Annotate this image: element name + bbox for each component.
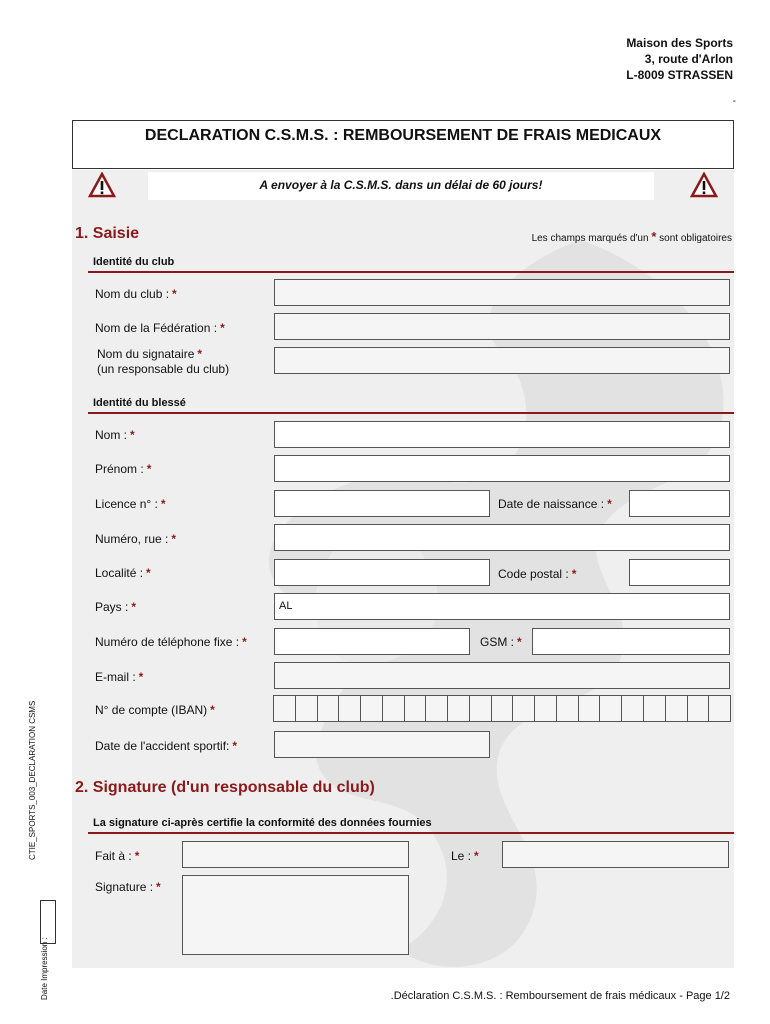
localite-field[interactable]: [274, 559, 490, 586]
iban-label: N° de compte (IBAN) *: [95, 703, 215, 717]
section-2-heading: 2. Signature (d'un responsable du club): [75, 779, 375, 796]
email-field[interactable]: [274, 662, 730, 689]
warning-icon-left: [88, 172, 116, 198]
iban-cell[interactable]: [644, 695, 666, 722]
signataire-field[interactable]: [274, 347, 730, 374]
signature-label: Signature : *: [95, 880, 161, 894]
address-block: [626, 35, 733, 83]
iban-cell[interactable]: [470, 695, 492, 722]
page-footer: .Déclaration C.S.M.S. : Remboursement de frais médicaux - Page 1/2: [390, 990, 730, 1002]
postal-label: Code postal : *: [498, 567, 577, 581]
address-line-2: 3, route d'Arlon: [644, 52, 733, 66]
required-note-before: Les champs marqués d'un: [531, 233, 649, 244]
iban-cell[interactable]: [622, 695, 644, 722]
iban-cell[interactable]: [383, 695, 405, 722]
accident-label: Date de l'accident sportif: *: [95, 739, 238, 753]
club-rule: [88, 271, 734, 273]
iban-cell[interactable]: [709, 695, 731, 722]
iban-cell[interactable]: [448, 695, 470, 722]
blesse-rule: [88, 412, 734, 414]
licence-field[interactable]: [274, 490, 490, 517]
warning-text: A envoyer à la C.S.M.S. dans un délai de 60 jours!: [259, 178, 543, 192]
title-box: [72, 120, 734, 169]
iban-cell[interactable]: [557, 695, 579, 722]
page-marker: -: [732, 96, 736, 107]
gsm-field[interactable]: [532, 628, 730, 655]
iban-cell[interactable]: [579, 695, 601, 722]
federation-label: Nom de la Fédération : *: [95, 321, 225, 335]
pays-label: Pays : *: [95, 600, 137, 614]
signataire-label: Nom du signataire * (un responsable du club): [97, 347, 230, 376]
fait-label: Fait à : *: [95, 849, 140, 863]
iban-cell[interactable]: [273, 695, 296, 722]
club-subhead: Identité du club: [93, 256, 175, 268]
rue-label: Numéro, rue : *: [95, 532, 177, 546]
pays-field[interactable]: [274, 593, 730, 620]
prenom-field[interactable]: [274, 455, 730, 482]
date-impression-label: Date Impression :: [40, 937, 49, 1000]
iban-cell[interactable]: [296, 695, 318, 722]
iban-cell[interactable]: [426, 695, 448, 722]
iban-cell[interactable]: [405, 695, 427, 722]
pays-value: AL: [279, 600, 293, 612]
iban-field[interactable]: [273, 695, 731, 722]
gsm-label: GSM : *: [480, 635, 522, 649]
required-star: *: [651, 229, 657, 244]
iban-cell[interactable]: [339, 695, 361, 722]
rue-field[interactable]: [274, 524, 730, 551]
section-1-heading: 1. Saisie: [75, 225, 140, 242]
signature-subhead: La signature ci-après certifie la conformité des données fournies: [93, 817, 432, 829]
postal-field[interactable]: [629, 559, 730, 586]
iban-cell[interactable]: [361, 695, 383, 722]
iban-cell[interactable]: [688, 695, 710, 722]
warning-icon-right: [690, 172, 718, 198]
iban-cell[interactable]: [513, 695, 535, 722]
iban-cell[interactable]: [318, 695, 340, 722]
signature-rule: [88, 832, 734, 834]
fait-field[interactable]: [182, 841, 409, 868]
form-title: DECLARATION C.S.M.S. : REMBOURSEMENT DE FRAIS MEDICAUX: [144, 127, 662, 144]
iban-cell[interactable]: [535, 695, 557, 722]
required-note: [532, 229, 732, 244]
required-note-after: sont obligatoires: [659, 233, 732, 244]
warning-band: [148, 172, 654, 200]
naissance-field[interactable]: [629, 490, 730, 517]
address-line-1: Maison des Sports: [626, 36, 733, 50]
le-field[interactable]: [502, 841, 729, 868]
nom-field[interactable]: [274, 421, 730, 448]
localite-label: Localité : *: [95, 566, 151, 580]
licence-label: Licence n° : *: [95, 497, 166, 511]
club-name-field[interactable]: [274, 279, 730, 306]
blesse-subhead: Identité du blessé: [93, 397, 186, 409]
club-name-label: Nom du club : *: [95, 287, 177, 301]
address-line-3: L-8009 STRASSEN: [626, 68, 733, 82]
iban-cell[interactable]: [600, 695, 622, 722]
telephone-field[interactable]: [274, 628, 470, 655]
federation-field[interactable]: [274, 313, 730, 340]
nom-label: Nom : *: [95, 428, 135, 442]
iban-cell[interactable]: [666, 695, 688, 722]
form-code: CTIE_SPORTS_003_DECLARATION CSMS: [28, 700, 37, 860]
naissance-label: Date de naissance : *: [498, 497, 612, 511]
email-label: E-mail : *: [95, 670, 144, 684]
accident-field[interactable]: [274, 731, 490, 758]
signature-field[interactable]: [182, 875, 409, 955]
le-label: Le : *: [451, 849, 479, 863]
iban-cell[interactable]: [492, 695, 514, 722]
telephone-label: Numéro de téléphone fixe : *: [95, 635, 247, 649]
prenom-label: Prénom : *: [95, 462, 152, 476]
